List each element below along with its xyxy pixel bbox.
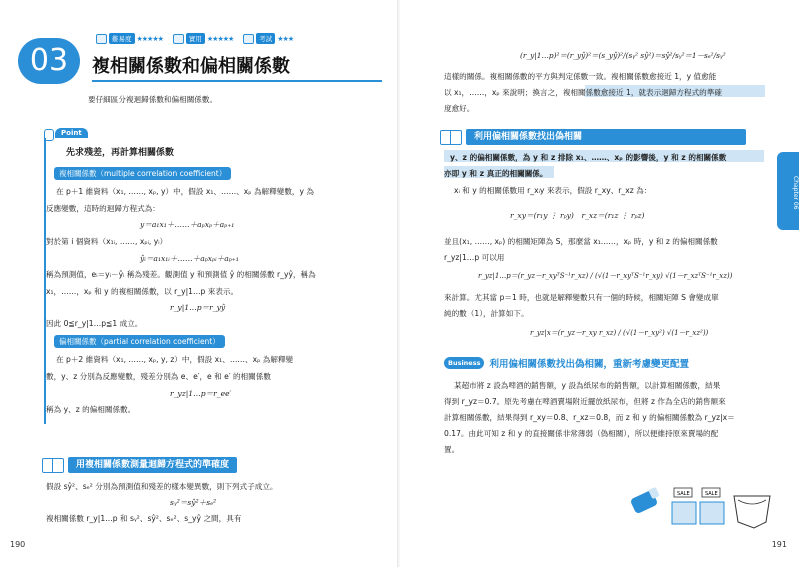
- diaper-icon: [734, 496, 770, 528]
- beer-can-icon: [630, 487, 660, 515]
- shelf-icon: [672, 488, 724, 524]
- rating-stars: ★★★★★: [206, 34, 234, 43]
- section3-line-1: y、z 的偏相關係數，為 y 和 z 排除 x₁、……、xₚ 的影響後，y 和 z 的相關係數: [450, 153, 727, 162]
- multi-line-6: 稱為預測值，eᵢ＝yᵢ－ŷᵢ 稱為殘差。觀測值 y 和預測值 ŷ 的相關係數 r_yŷ，稱為: [46, 270, 316, 279]
- multiple-correlation-tag: 複相關係數（multiple correlation coefficient）: [54, 167, 231, 180]
- sale-sign-1: SALE: [677, 491, 690, 497]
- variance-equation: sᵧ²＝sŷ²＋sₑ²: [170, 498, 217, 507]
- partial-correlation-equation: r_yz|1…p＝r_ee′: [170, 389, 232, 398]
- section2-line-1: 假設 sŷ²、sₑ² 分別為預測值和殘差的樣本變異數，則下列式子成立。: [46, 482, 278, 491]
- multi-line-2: 反應變數，這時的迴歸方程式為：: [46, 204, 160, 213]
- book-icon: [440, 130, 462, 144]
- rating-label: 實用: [186, 33, 205, 44]
- multi-line-7: x₁，……，xₚ 和 y 的複相關係數，以 r_y|1…p 來表示。: [46, 287, 239, 296]
- right-top-line-1: 這樣的關係。複相關係數的平方與判定係數一致。複相關係數愈接近 1，y 值愈能: [444, 72, 717, 81]
- section3-line-2: 亦即 y 和 z 真正的相關關係。: [444, 169, 548, 178]
- partial-correlation-formula: r_yz|1…p＝(r_yz－r_xyᵀS⁻¹r_xz) / (√(1－r_xyᵀS⁻¹r_xy) √(1－r_xzᵀS⁻¹r_xz)): [478, 272, 733, 280]
- partial-correlation-tag: 偏相關係數（partial correlation coefficient）: [54, 335, 225, 348]
- section3-title: 利用偏相關係數找出偽相關: [466, 129, 746, 145]
- rating-practical: [173, 33, 233, 44]
- section-title: 複相關係數和偏相關係數: [92, 56, 290, 77]
- page-number-right: 191: [771, 540, 787, 549]
- partial-line-1: 在 p＋2 維資料（x₁, ……, xₚ, y, z）中，假設 x₁、……、xₚ 為解釋變: [56, 355, 294, 364]
- rating-stars: ★★★: [277, 34, 294, 43]
- section2-title: 用複相關係數測量迴歸方程式的準確度: [68, 457, 237, 473]
- exam-icon: [243, 34, 254, 44]
- left-page: [0, 0, 399, 567]
- difficulty-ratings: [96, 33, 293, 44]
- right-top-line-3: 度愈好。: [444, 104, 475, 113]
- business-line-5: 置。: [444, 445, 460, 454]
- rating-label: 考試: [256, 33, 275, 44]
- correlation-vectors: r_xy＝(r₁y ⋮ rₚy) r_xz＝(r₁z ⋮ rₚz): [510, 211, 645, 220]
- section3-header: [440, 128, 746, 146]
- sale-sign-2: SALE: [705, 491, 718, 497]
- multiple-correlation-equation: r_y|1…p＝r_yŷ: [170, 303, 226, 312]
- multi-line-1: 在 p＋1 維資料（x₁, ……, xₚ, y）中，假設 x₁、……、xₚ 為解釋變數，y 為: [56, 187, 315, 196]
- rating-exam: [243, 33, 293, 44]
- store-illustration: [630, 478, 780, 536]
- section2-line-3: 複相關係數 r_y|1…p 和 sᵧ²、sŷ²、sₑ²、s_yŷ 之間，具有: [46, 514, 242, 523]
- right-top-line-2: 以 x₁，……，xₚ 來說明；換言之，複相關係數愈接近 1，就表示迴歸方程式的準確: [444, 88, 722, 97]
- business-header: [444, 354, 689, 372]
- multi-line-4: 對於第 i 個資料（x₁ᵢ, ……, xₚᵢ, yᵢ）: [46, 237, 168, 246]
- partial-line-4: 稱為 y、z 的偏相關係數。: [46, 405, 136, 414]
- section-intro: 要仔細區分複迴歸係數和偏相關係數。: [88, 95, 218, 104]
- partial-line-2: 數，y、z 分別為反應變數，殘差分別為 e、e′，e 和 e′ 的相關係數: [46, 372, 271, 381]
- practical-icon: [173, 34, 184, 44]
- rating-stars: ★★★★★: [136, 34, 163, 43]
- section3-line-5: 並且(x₁, ……, xₚ) 的相關矩陣為 S，那麼當 x₁……，xₚ 時，y 和 z 的偏相關係數: [444, 237, 718, 246]
- business-line-1: 某超市將 z 設為啤酒的銷售額，y 設為紙尿布的銷售額，以計算相關係數，結果: [454, 381, 721, 390]
- chapter-subtitle: 迴歸分析: [783, 186, 790, 210]
- single-variable-formula: r_yz|x＝(r_yz－r_xy r_xz) / (√(1－r_xy²) √(1－r_xz²)): [530, 329, 709, 337]
- point-tab: Point: [55, 128, 88, 138]
- business-line-2: 得到 r_yz＝0.7。原先考慮在啤酒賣場附近擺放紙尿布，但將 z 作為全店的銷售額來: [444, 397, 726, 406]
- section3-line-8: 來計算。尤其當 p＝1 時，也就是解釋變數只有一個的時候，相關矩陣 S 會變成單: [444, 293, 719, 302]
- business-line-3: 計算相關係數，結果得到 r_xy＝0.8、r_xz＝0.8，而 z 和 y 的偏相關係數為 r_yz|x＝: [444, 413, 735, 422]
- difficulty-icon: [96, 34, 107, 44]
- section3-line-9: 純的數（1），計算如下。: [444, 309, 529, 318]
- section2-header: [42, 456, 237, 474]
- business-title: 利用偏相關係數找出偽相關，重新考慮變更配置: [489, 359, 689, 370]
- business-line-4: 0.17。由此可知 z 和 y 的直接關係非常薄弱（偽相關），所以便維持原來賣場的配: [444, 429, 719, 438]
- section3-line-6: r_yz|1…p 可以用: [444, 253, 505, 262]
- multi-line-9: 因此 0≦r_y|1…p≦1 成立。: [46, 319, 143, 328]
- regression-equation: y＝a₁x₁＋……＋aₚxₚ＋aₚ₊₁: [140, 220, 235, 229]
- business-badge: Business: [444, 357, 484, 369]
- rating-label: 難易度: [109, 33, 135, 44]
- rating-difficulty: [96, 33, 163, 44]
- section-number: 03: [18, 38, 80, 84]
- determination-equation: (r_y|1…p)²＝(r_yŷ)²＝(s_yŷ)²/(sᵧ² sŷ²)＝sŷ²/sᵧ²＝1－sₑ²/sᵧ²: [520, 51, 726, 60]
- point-heading: 先求殘差，再計算相關係數: [66, 148, 175, 158]
- prediction-equation: ŷᵢ＝a₁x₁ᵢ＋……＋aₚxₚᵢ＋aₚ₊₁: [140, 254, 239, 263]
- chapter-tab: Chapter 06: [777, 152, 799, 230]
- book-icon: [42, 458, 64, 472]
- title-divider: [92, 80, 382, 82]
- page-number-left: 190: [10, 540, 26, 549]
- section3-line-3: xᵢ 和 y 的相關係數用 r_xᵢy 來表示，假設 r_xy、r_xz 為：: [454, 186, 652, 195]
